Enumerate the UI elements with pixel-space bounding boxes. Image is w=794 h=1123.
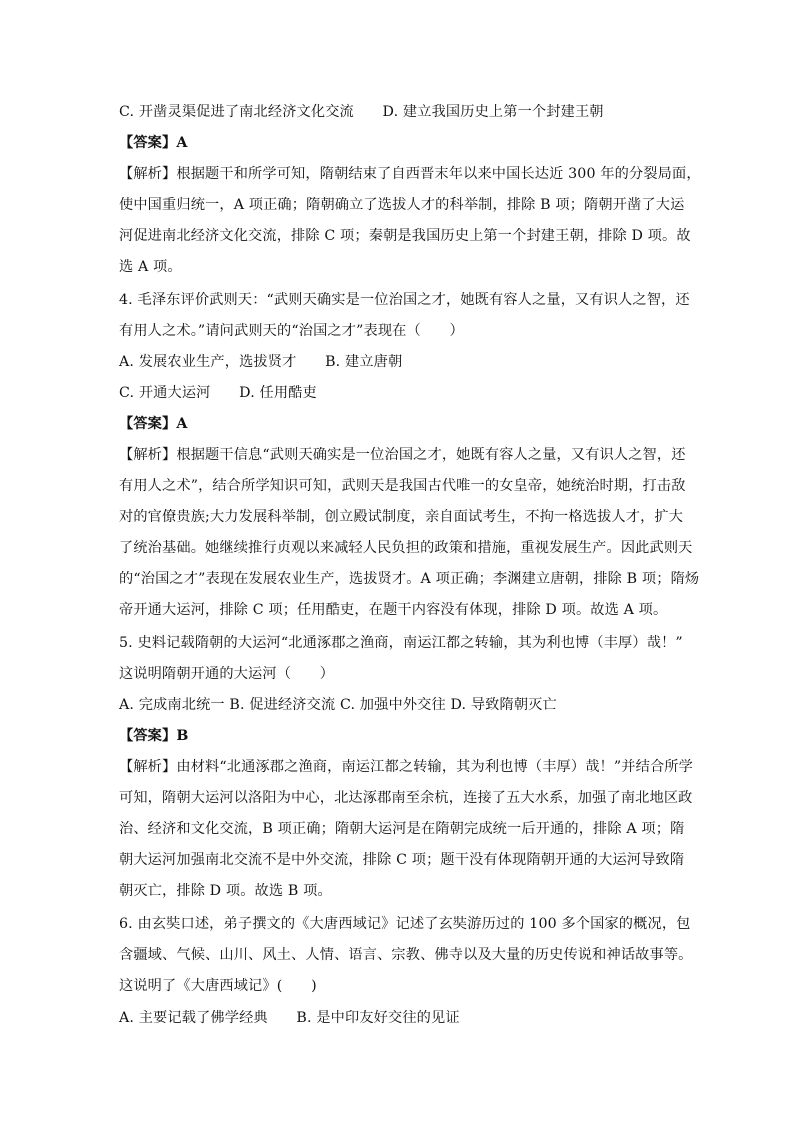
- option-line-q5: A. 完成南北统一 B. 促进经济交流 C. 加强中外交往 D. 导致隋朝灭亡: [119, 697, 557, 713]
- analysis-q4-line-3: 对的官僚贵族;大力发展科举制，创立殿试制度，亲自面试考生，不拘一格选拔人才，扩大: [119, 509, 684, 525]
- analysis-q4-line-1: 【解析】根据题干信息“武则天确实是一位治国之才，她既有容人之量，又有识人之智，还: [119, 447, 686, 463]
- question-6-line-3: 这说明了《大唐西域记》( ): [119, 978, 317, 994]
- analysis-q5-line-4: 朝大运河加强南北交流不是中外交流，排除 C 项；题干没有体现隋朝开通的大运河导致隋: [119, 852, 685, 868]
- option-line-q4-ab: A. 发展农业生产，选拔贤才 B. 建立唐朝: [119, 354, 403, 370]
- analysis-q5-line-5: 朝灭亡，排除 D 项。故选 B 项。: [119, 883, 332, 899]
- question-5-line-2: 这说明隋朝开通的大运河（ ）: [119, 666, 335, 682]
- analysis-q5-line-3: 治、经济和文化交流，B 项正确；隋朝大运河是在隋朝完成统一后开通的，排除 A 项；隋: [119, 821, 685, 837]
- analysis-q4-line-4: 了统治基础。她继续推行贞观以来减轻人民负担的政策和措施，重视发展生产。因此武则天: [119, 540, 693, 556]
- option-line-q4-cd: C. 开通大运河 D. 任用酷吏: [119, 385, 317, 401]
- option-line-q3-cd: C. 开凿灵渠促进了南北经济文化交流 D. 建立我国历史上第一个封建王朝: [119, 104, 604, 120]
- analysis-q4-line-5: 的“治国之才”表现在发展农业生产，选拔贤才。A 项正确；李渊建立唐朝，排除 B 项；隋炀: [119, 571, 700, 587]
- question-6-line-1: 6. 由玄奘口述，弟子撰文的《大唐西域记》记述了玄奘游历过的 100 多个国家的概况，包: [119, 916, 691, 932]
- analysis-q3-line-4: 选 A 项。: [119, 259, 182, 275]
- analysis-q3-line-3: 河促进南北经济文化交流，排除 C 项；秦朝是我国历史上第一个封建王朝，排除 D 项。故: [119, 228, 691, 244]
- analysis-q4-line-2: 有用人之术”，结合所学知识可知，武则天是我国古代唯一的女皇帝，她统治时期，打击敌: [119, 478, 686, 494]
- answer-q3: 【答案】A: [119, 135, 188, 151]
- analysis-q4-line-6: 帝开通大运河，排除 C 项；任用酷吏，在题干内容没有体现，排除 D 项。故选 A 项。: [119, 602, 668, 618]
- question-5-line-1: 5. 史料记载隋朝的大运河“北通涿郡之渔商，南运江都之转输，其为利也博（丰厚）哉！”: [119, 635, 683, 651]
- question-6-line-2: 含疆域、气候、山川、风土、人情、语言、宗教、佛寺以及大量的历史传说和神话故事等。: [119, 947, 693, 963]
- analysis-q5-line-1: 【解析】由材料“北通涿郡之渔商，南运江都之转输，其为利也博（丰厚）哉！”并结合所学: [119, 759, 693, 775]
- answer-q5: 【答案】B: [119, 728, 189, 744]
- answer-q4: 【答案】A: [119, 416, 188, 432]
- question-4-line-1: 4. 毛泽东评价武则天：“武则天确实是一位治国之才，她既有容人之量，又有识人之智，还: [119, 292, 690, 308]
- question-4-line-2: 有用人之术。”请问武则天的“治国之才”表现在（ ）: [119, 323, 464, 339]
- option-line-q6-ab: A. 主要记载了佛学经典 B. 是中印友好交往的见证: [119, 1010, 460, 1026]
- analysis-q3-line-1: 【解析】根据题干和所学可知，隋朝结束了自西晋末年以来中国长达近 300 年的分裂局面，: [119, 166, 701, 182]
- analysis-q5-line-2: 可知，隋朝大运河以洛阳为中心，北达涿郡南至余杭，连接了五大水系，加强了南北地区政: [119, 790, 693, 806]
- analysis-q3-line-2: 使中国重归统一，A 项正确；隋朝确立了选拔人才的科举制，排除 B 项；隋朝开凿了大运: [119, 197, 685, 213]
